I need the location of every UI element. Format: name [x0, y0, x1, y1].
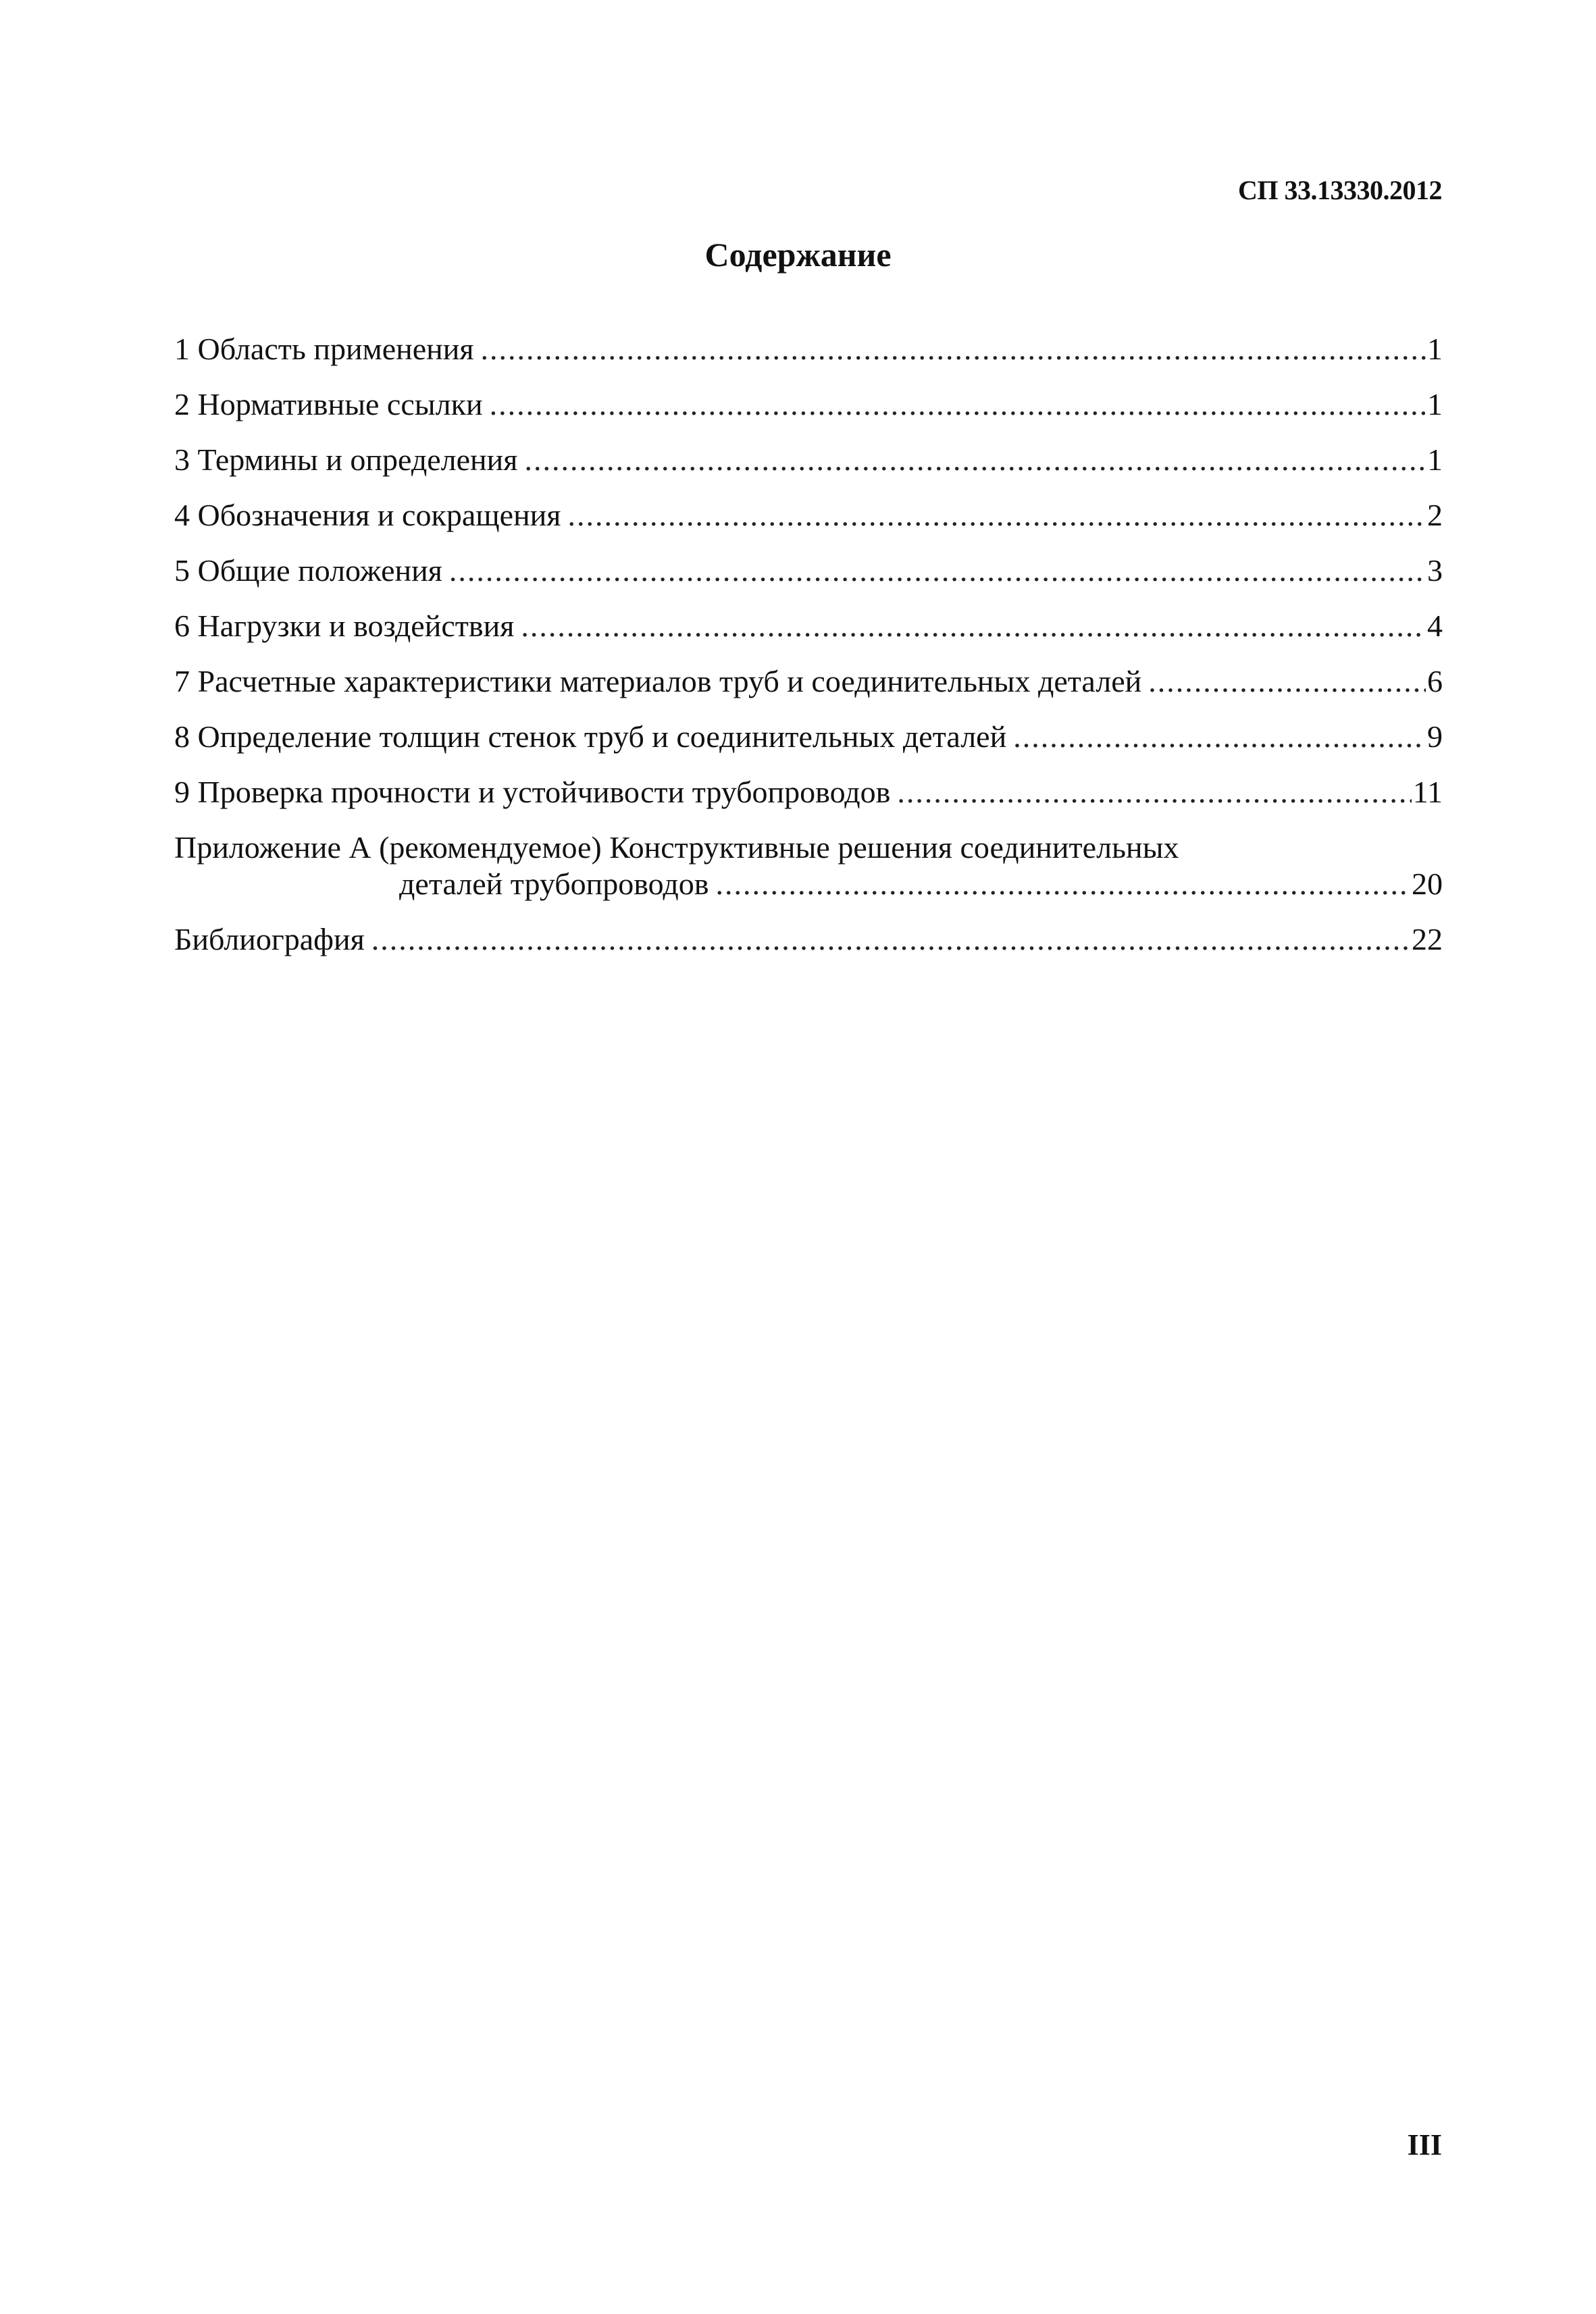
- toc-entry-page: 6: [1427, 664, 1443, 698]
- toc-dot-leader: [567, 497, 1426, 534]
- toc-entry-page: 11: [1412, 775, 1443, 809]
- toc-entry[interactable]: [174, 497, 1443, 552]
- toc-entry-title: 2 Нормативные ссылки: [174, 387, 483, 421]
- toc-entry-title: 1 Область применения: [174, 332, 474, 366]
- toc-title: Содержание: [704, 236, 892, 274]
- toc-dot-leader: [521, 608, 1426, 644]
- toc-entry-title: 9 Проверка прочности и устойчивости трубопроводов: [174, 775, 891, 809]
- toc-entry[interactable]: [174, 719, 1443, 774]
- document-code: СП 33.13330.2012: [1238, 175, 1442, 205]
- toc-entry-second-line: [174, 866, 1443, 902]
- toc-entry[interactable]: [174, 774, 1443, 829]
- toc-dot-leader: [490, 386, 1426, 423]
- toc-entry-title: 4 Обозначения и сокращения: [174, 498, 561, 532]
- toc-entry-page: 1: [1427, 387, 1443, 421]
- toc-dot-leader: [1148, 663, 1426, 700]
- toc-entry-page: 1: [1427, 442, 1443, 477]
- toc-entry[interactable]: [174, 663, 1443, 719]
- toc-dot-leader: [897, 774, 1411, 811]
- toc-entry-title: 8 Определение толщин стенок труб и соединительных деталей: [174, 719, 1007, 754]
- toc-dot-leader: [524, 442, 1426, 478]
- toc-entry-page: 4: [1427, 609, 1443, 643]
- toc-entry[interactable]: [174, 552, 1443, 608]
- toc-entry-page: 20: [1412, 867, 1443, 901]
- page-number: III: [1407, 2128, 1442, 2161]
- toc-entry[interactable]: [174, 608, 1443, 663]
- toc-entry[interactable]: [174, 386, 1443, 442]
- toc-entry-page: 22: [1412, 922, 1443, 956]
- toc-dot-leader: [449, 552, 1426, 589]
- toc-entry-title-line2: деталей трубопроводов: [399, 867, 709, 901]
- toc-entry-page: 2: [1427, 498, 1443, 532]
- toc-dot-leader: [481, 331, 1426, 367]
- toc-entry[interactable]: [174, 442, 1443, 497]
- toc-entry[interactable]: [174, 921, 1443, 977]
- toc-dot-leader: [1013, 719, 1426, 755]
- toc-entry-title-line1: Приложение А (рекомендуемое) Конструктивные решения соединительных: [174, 830, 1179, 865]
- toc-entry-title: 3 Термины и определения: [174, 442, 518, 477]
- toc-entry-title: 7 Расчетные характеристики материалов труб и соединительных деталей: [174, 664, 1142, 698]
- toc-entry-title: 6 Нагрузки и воздействия: [174, 609, 515, 643]
- toc-dot-leader: [715, 866, 1410, 902]
- toc-entry-appendix[interactable]: [174, 829, 1443, 921]
- toc-entry-title: 5 Общие положения: [174, 553, 442, 588]
- toc-dot-leader: [371, 921, 1410, 958]
- toc-entry-page: 9: [1427, 719, 1443, 754]
- toc-entry-page: 1: [1427, 332, 1443, 366]
- toc-entry-title: Библиография: [174, 922, 365, 956]
- table-of-contents: [174, 331, 1443, 977]
- toc-entry-page: 3: [1427, 553, 1443, 588]
- toc-entry[interactable]: [174, 331, 1443, 386]
